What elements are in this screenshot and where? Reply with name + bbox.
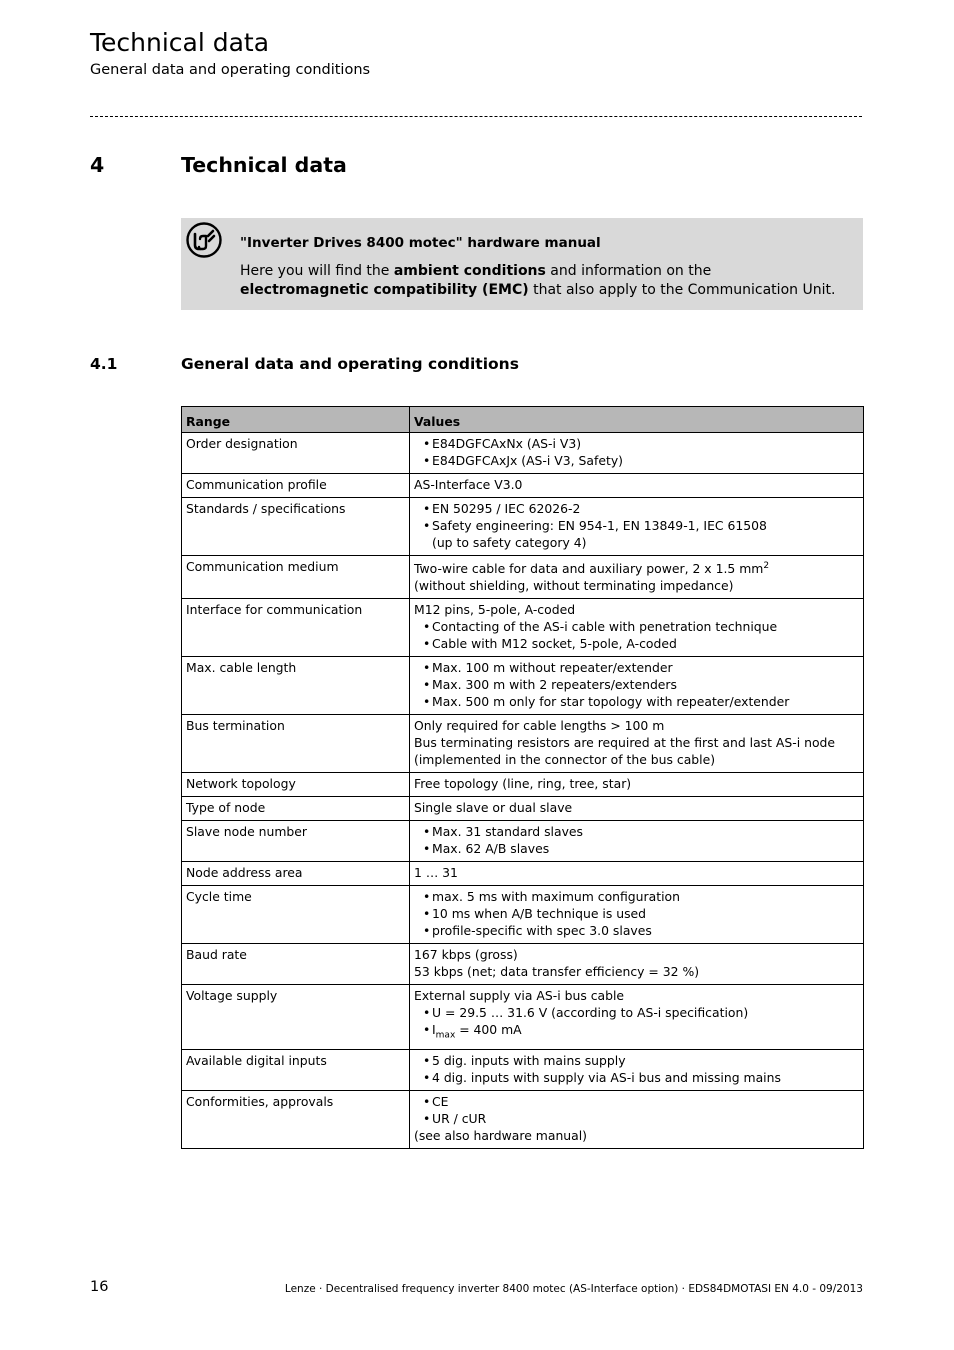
value-text: Max. 300 m with 2 repeaters/extenders [432, 677, 677, 693]
table-row [182, 821, 864, 862]
table-row [182, 797, 864, 821]
table-row [182, 886, 864, 944]
value-text: I [432, 1022, 436, 1038]
value-text: 4 dig. inputs with supply via AS-i bus and missing mains [432, 1069, 781, 1085]
range-cell: Standards / specifications [182, 498, 410, 556]
value-text: E84DGFCAxJx (AS-i V3, Safety) [432, 453, 623, 468]
value-text: Single slave or dual slave [414, 800, 573, 816]
value-list [414, 500, 859, 534]
value-text: Only required for cable lengths > 100 m [414, 718, 665, 734]
value-bullet-item [414, 1093, 859, 1110]
page-number: 16 [90, 1279, 109, 1295]
table-row [182, 657, 864, 715]
value-bullet-item [414, 823, 859, 840]
range-cell: Max. cable length [182, 657, 410, 715]
range-cell: Bus termination [182, 715, 410, 773]
value-line [414, 775, 859, 792]
table-row [182, 715, 864, 773]
values-cell [410, 1090, 864, 1148]
values-cell [410, 821, 864, 862]
value-text: Max. 500 m only for star topology with repeater/extender [432, 694, 790, 710]
value-bullet-item [414, 905, 859, 922]
values-cell [410, 944, 864, 985]
note-box [181, 218, 863, 310]
values-cell [410, 773, 864, 797]
value-text: Max. 62 A/B slaves [432, 841, 550, 857]
value-list [414, 1004, 859, 1044]
value-list [414, 888, 859, 939]
value-text: Two-wire cable for data and auxiliary power, 2 x 1.5 mm [414, 561, 764, 577]
note-text: that also apply to the Communication Unit. [528, 282, 836, 298]
values-cell [410, 715, 864, 773]
value-line [414, 601, 859, 618]
value-text: (implemented in the connector of the bus cable) [414, 752, 716, 768]
range-cell: Node address area [182, 862, 410, 886]
values-cell [410, 797, 864, 821]
value-bullet-item [414, 635, 859, 652]
section-number: 4 [90, 153, 105, 177]
value-list [414, 618, 859, 652]
table-row [182, 474, 864, 498]
range-cell: Conformities, approvals [182, 1090, 410, 1148]
value-text: = 400 mA [455, 1022, 522, 1038]
table-row [182, 498, 864, 556]
value-list [414, 823, 859, 857]
table-body [182, 433, 864, 1149]
value-text: max. 5 ms with maximum configuration [432, 889, 680, 905]
value-bullet-item [414, 1004, 859, 1021]
value-text: 10 ms when A/B technique is used [432, 906, 647, 922]
values-cell [410, 886, 864, 944]
value-text: M12 pins, 5-pole, A-coded [414, 602, 576, 618]
superscript: 2 [763, 561, 770, 571]
range-cell: Slave node number [182, 821, 410, 862]
value-bullet-item [414, 659, 859, 676]
range-cell: Network topology [182, 773, 410, 797]
value-line [414, 751, 859, 768]
value-bullet-item [414, 500, 859, 517]
value-bullet-item [414, 517, 859, 534]
running-header-subtitle: General data and operating conditions [90, 62, 371, 78]
value-bullet-item [414, 618, 859, 635]
column-header-values: Values [410, 407, 864, 433]
value-list [414, 659, 859, 710]
table-row [182, 556, 864, 599]
value-text: Bus terminating resistors are required at the first and last AS-i node [414, 735, 836, 751]
value-text: 5 dig. inputs with mains supply [432, 1052, 626, 1068]
value-bullet-item [414, 922, 859, 939]
value-line [414, 558, 859, 577]
value-bullet-item [414, 1021, 859, 1044]
value-text: Safety engineering: EN 954-1, EN 13849-1, IEC 61508 [432, 518, 767, 533]
value-line [414, 717, 859, 734]
table-row [182, 1049, 864, 1090]
value-bullet-item [414, 452, 859, 469]
value-list [414, 1052, 859, 1086]
range-cell: Communication profile [182, 474, 410, 498]
value-text: UR / cUR [432, 1110, 487, 1126]
values-cell [410, 599, 864, 657]
values-cell [410, 498, 864, 556]
value-line [414, 946, 859, 963]
range-cell: Interface for communication [182, 599, 410, 657]
range-cell: Type of node [182, 797, 410, 821]
value-list [414, 435, 859, 469]
value-text: External supply via AS-i bus cable [414, 988, 625, 1004]
value-bullet-item [414, 676, 859, 693]
running-header-title: Technical data [90, 28, 270, 57]
subscript: max [435, 1030, 456, 1041]
note-emphasis: ambient conditions [393, 263, 546, 279]
value-bullet-item [414, 888, 859, 905]
range-cell: Voltage supply [182, 985, 410, 1049]
value-line [414, 577, 859, 594]
values-cell [410, 433, 864, 474]
value-bullet-item [414, 435, 859, 452]
subsection-number: 4.1 [90, 355, 118, 373]
values-cell [410, 1049, 864, 1090]
value-text: AS-Interface V3.0 [414, 477, 523, 492]
table-row [182, 944, 864, 985]
value-text: 53 kbps (net; data transfer efficiency = 32 %) [414, 964, 700, 980]
range-cell: Baud rate [182, 944, 410, 985]
value-bullet-item [414, 1052, 859, 1069]
range-cell: Cycle time [182, 886, 410, 944]
value-text: (without shielding, without terminating impedance) [414, 578, 734, 594]
table-row [182, 985, 864, 1049]
value-line [414, 963, 859, 980]
range-cell: Available digital inputs [182, 1049, 410, 1090]
value-text: E84DGFCAxNx (AS-i V3) [432, 436, 582, 451]
value-text: (see also hardware manual) [414, 1127, 588, 1143]
note-text: and information on the [545, 263, 712, 279]
value-line [414, 864, 859, 881]
note-title: "Inverter Drives 8400 motec" hardware manual [240, 235, 601, 251]
section-heading [90, 153, 347, 177]
table-row [182, 433, 864, 474]
table-row [182, 773, 864, 797]
header-divider [90, 116, 862, 117]
column-header-range: Range [182, 407, 410, 433]
subsection-title: General data and operating conditions [181, 355, 519, 373]
table-row [182, 1090, 864, 1148]
value-list [414, 1093, 859, 1127]
footer-text: Lenze · Decentralised frequency inverter 8400 motec (AS-Interface option) · EDS84DMOTASI EN 4.0 - 09/2013 [284, 1283, 863, 1295]
subsection-heading [90, 355, 519, 373]
table-header-row [182, 407, 864, 433]
value-text: Free topology (line, ring, tree, star) [414, 776, 632, 792]
value-line [414, 734, 859, 751]
value-text: profile-specific with spec 3.0 slaves [432, 923, 652, 939]
note-emphasis: electromagnetic compatibility (EMC) [240, 282, 529, 298]
value-line [414, 799, 859, 816]
values-cell [410, 657, 864, 715]
section-title: Technical data [181, 153, 347, 177]
value-text: (up to safety category 4) [432, 535, 587, 550]
range-cell: Order designation [182, 433, 410, 474]
value-text: 1 … 31 [414, 865, 458, 881]
value-line [414, 476, 859, 493]
value-line [414, 987, 859, 1004]
value-text: Contacting of the AS-i cable with penetration technique [432, 619, 778, 635]
value-bullet-item [414, 1069, 859, 1086]
value-text: Max. 100 m without repeater/extender [432, 660, 673, 676]
value-bullet-item [414, 693, 859, 710]
value-bullet-item [414, 840, 859, 857]
table-row [182, 862, 864, 886]
range-cell: Communication medium [182, 556, 410, 599]
value-text: Cable with M12 socket, 5-pole, A-coded [432, 636, 677, 652]
values-cell [410, 862, 864, 886]
values-cell [410, 985, 864, 1049]
value-bullet-item [414, 1110, 859, 1127]
value-line [414, 534, 859, 551]
value-text: Max. 31 standard slaves [432, 824, 583, 840]
note-body [240, 262, 840, 300]
note-text: Here you will find the [240, 263, 394, 279]
value-text: EN 50295 / IEC 62026-2 [432, 501, 581, 516]
value-text: U = 29.5 … 31.6 V (according to AS-i specification) [432, 1005, 749, 1021]
table-row [182, 599, 864, 657]
spec-table [181, 406, 864, 1149]
value-line [414, 1127, 859, 1144]
value-text: 167 kbps (gross) [414, 947, 518, 963]
value-text: CE [432, 1093, 449, 1109]
manual-reference-icon [186, 222, 222, 258]
values-cell [410, 474, 864, 498]
values-cell [410, 556, 864, 599]
